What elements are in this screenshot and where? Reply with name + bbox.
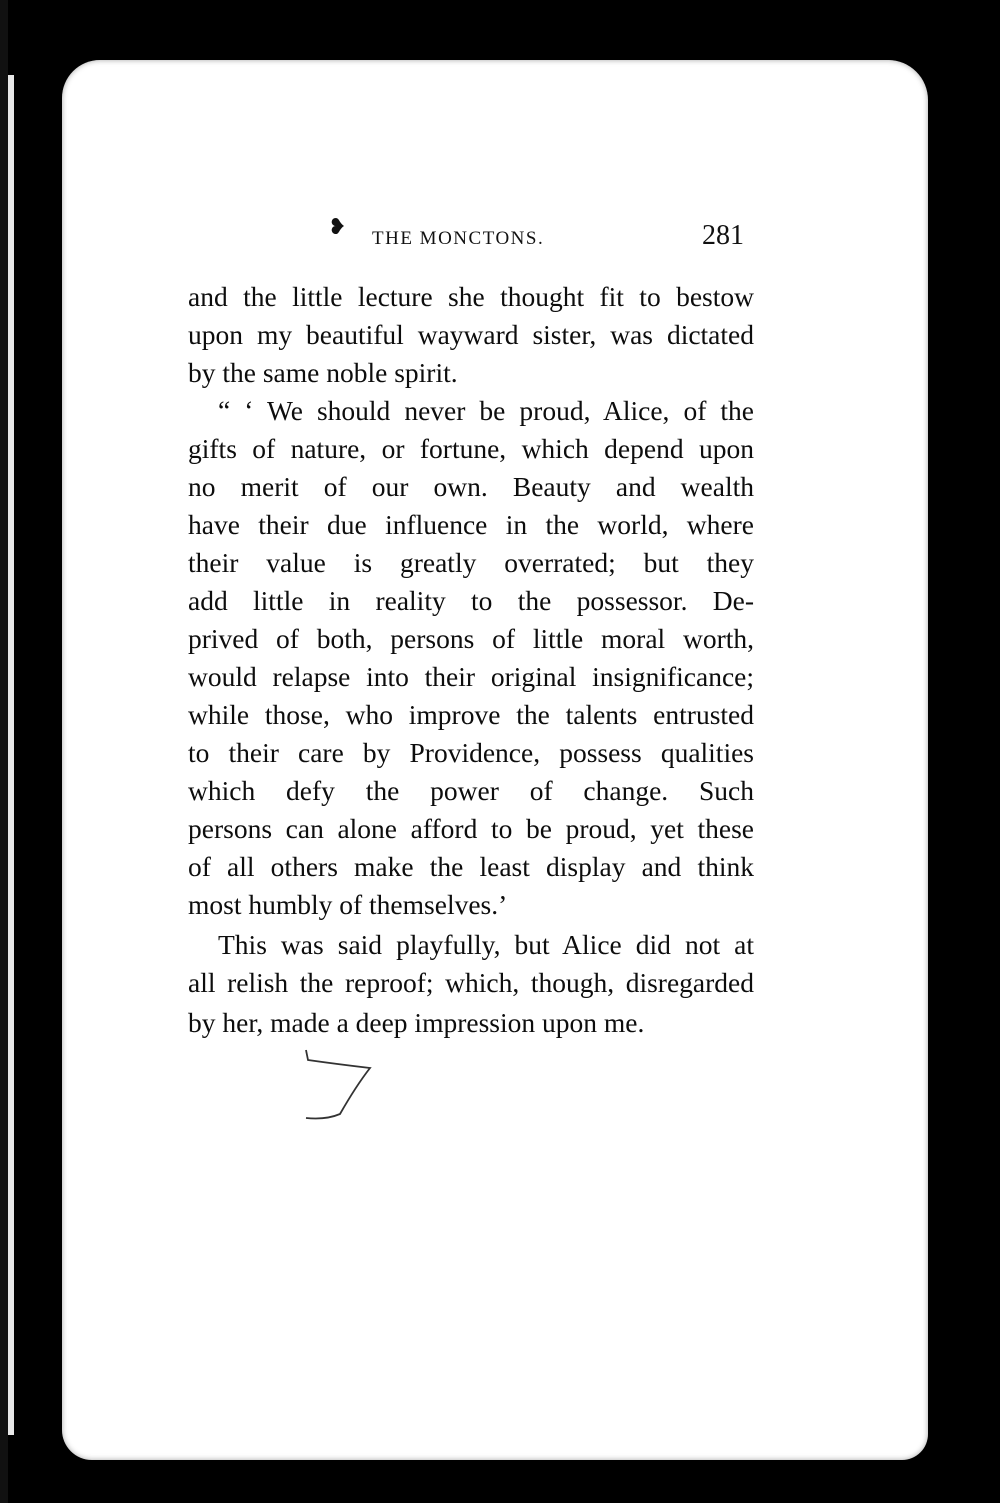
text-line: add little in reality to the possessor. De- xyxy=(188,585,754,616)
page-header xyxy=(190,216,750,256)
text-line: prived of both, persons of little moral worth, xyxy=(188,623,754,654)
pencil-mark-icon xyxy=(296,1044,386,1124)
text-line: to their care by Providence, possess qualities xyxy=(188,737,754,768)
text-line: all relish the reproof; which, though, disregarded xyxy=(188,967,754,998)
running-title: THE MONCTONS. xyxy=(372,228,545,249)
text-line: This was said playfully, but Alice did not at xyxy=(218,929,754,960)
book-spine-edge xyxy=(0,0,8,1503)
text-line: by the same noble spirit. xyxy=(188,357,458,388)
text-line: “ ‘ We should never be proud, Alice, of the xyxy=(218,395,754,426)
text-line: while those, who improve the talents entrusted xyxy=(188,699,754,730)
text-line: of all others make the least display and think xyxy=(188,851,754,882)
text-line: gifts of nature, or fortune, which depend upon xyxy=(188,433,754,464)
text-line: their value is greatly overrated; but they xyxy=(188,547,754,578)
text-line: no merit of our own. Beauty and wealth xyxy=(188,471,754,502)
ink-mark-icon: ❥ xyxy=(328,214,347,239)
page-number: 281 xyxy=(702,220,744,251)
text-line: persons can alone afford to be proud, yet these xyxy=(188,813,754,844)
text-line: which defy the power of change. Such xyxy=(188,775,754,806)
text-line: and the little lecture she thought fit to bestow xyxy=(188,281,754,312)
text-line: upon my beautiful wayward sister, was dictated xyxy=(188,319,754,350)
text-line: would relapse into their original insignificance; xyxy=(188,661,754,692)
text-line: by her, made a deep impression upon me. xyxy=(188,1007,645,1038)
book-spine-highlight xyxy=(8,75,14,1435)
text-line: most humbly of themselves.’ xyxy=(188,889,508,920)
text-line: have their due influence in the world, where xyxy=(188,509,754,540)
